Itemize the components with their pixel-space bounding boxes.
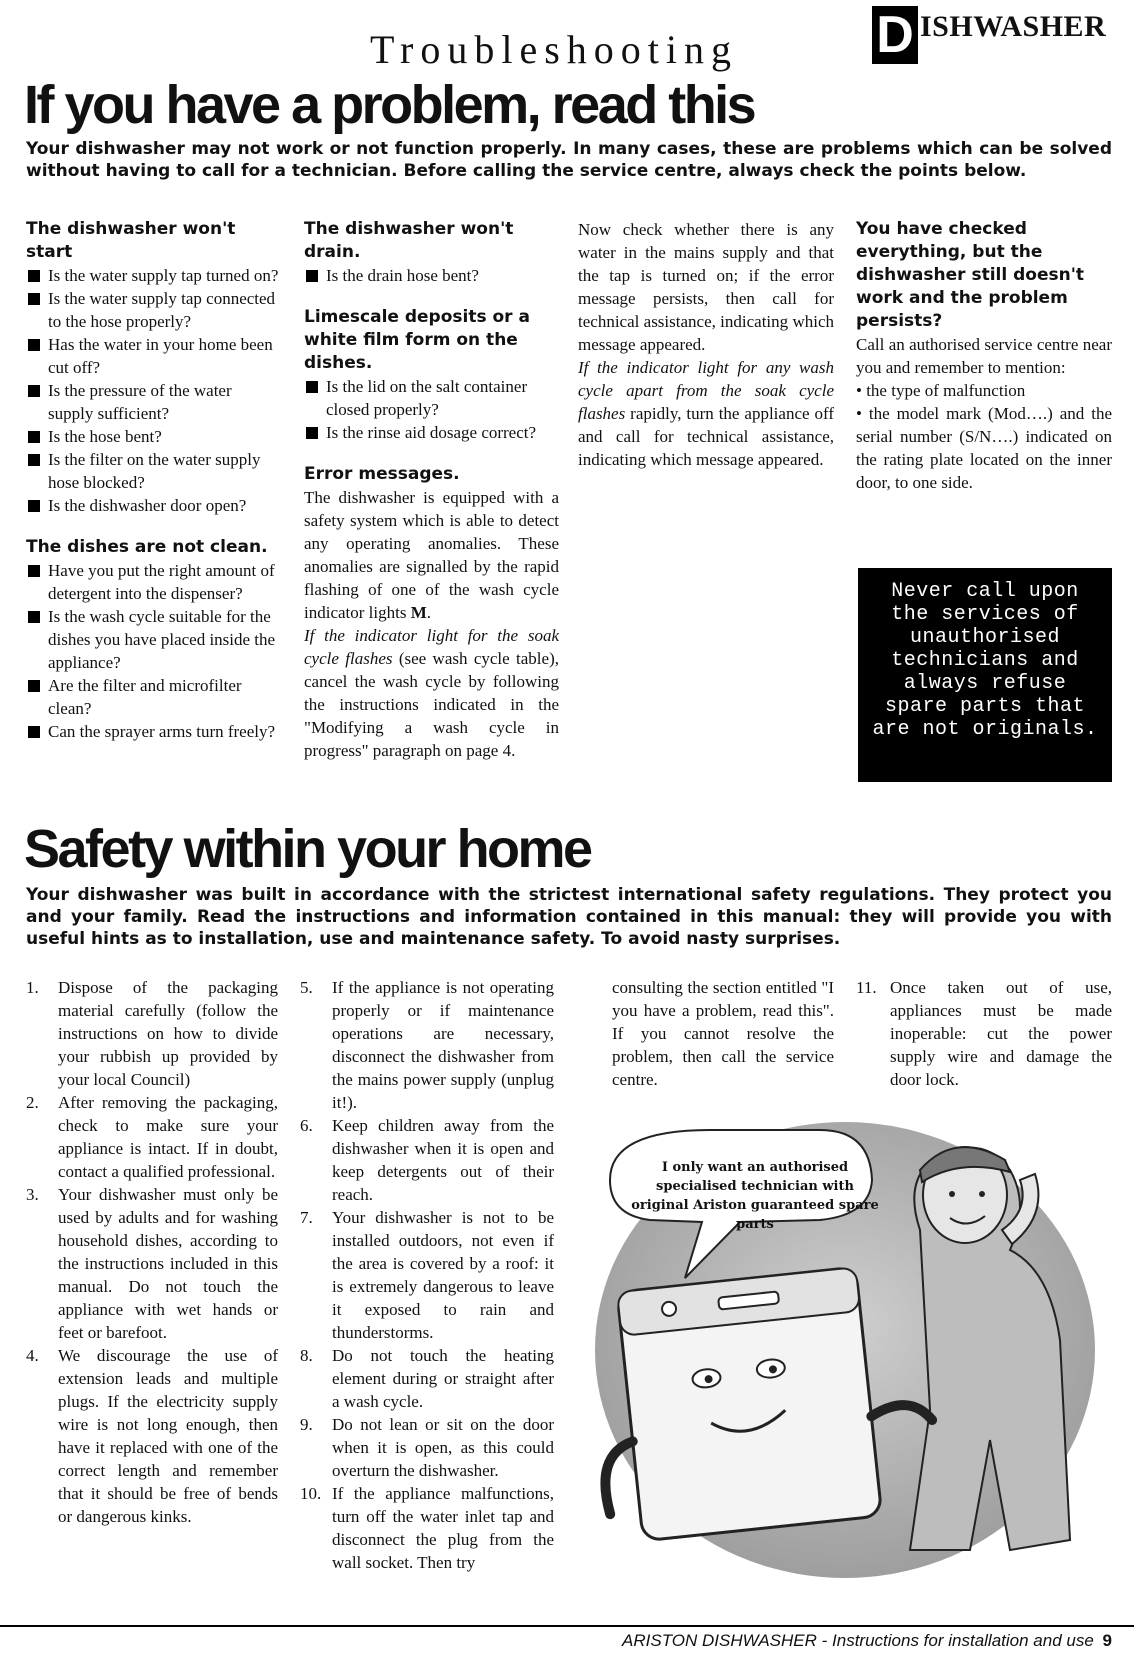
list-item: Has the water in your home been cut off? <box>26 333 281 379</box>
list-item: Is the hose bent? <box>26 425 281 448</box>
safety-item: 3. Your dishwasher must only be used by adults and for washing household dishes, according to the instructions included in this manual. Do not touch the appliance with wet hands or feet or barefoot. <box>26 1185 278 1342</box>
errors-paragraph-1: The dishwasher is equipped with a safety system which is able to detect any operating anomalies. These anomalies are signalled by the rapid flashing of one of the wash cycle indicator lights M. <box>304 488 559 622</box>
safety-item: 10. If the appliance malfunctions, turn off the water inlet tap and disconnect the plug from the wall socket. Then try <box>300 1484 554 1572</box>
wont-start-heading: The dishwasher won't start <box>26 219 236 262</box>
warning-box: Never call upon the services of unauthorised technicians and always refuse spare parts that are not originals. <box>858 568 1112 782</box>
column-1 <box>26 218 281 743</box>
wont-drain-heading: The dishwasher won't drain. <box>304 219 514 262</box>
not-clean-list <box>26 559 281 743</box>
checked-item: • the model mark (Mod….) and the serial number (S/N….) indicated on the rating plate located on the inner door, to one side. <box>856 404 1112 492</box>
wont-start-list <box>26 264 281 517</box>
safety-title: Safety within your home <box>24 819 591 879</box>
wont-drain-list <box>304 264 559 287</box>
errors-paragraph-4: If the indicator light for any wash cycle apart from the soak cycle flashes rapidly, turn the appliance off and call for technical assistance, indicating which message appeared. <box>578 358 834 469</box>
footer-rule <box>0 1625 1134 1627</box>
limescale-list <box>304 375 559 444</box>
checked-item: • the type of malfunction <box>856 381 1026 400</box>
errors-paragraph-3: Now check whether there is any water in the mains supply and that the tap is turned on; if the error message persists, then call for technical assistance, indicating which message appeared. <box>578 220 834 354</box>
brand-text: ISHWASHER <box>920 10 1107 43</box>
limescale-heading: Limescale deposits or a white film form on the dishes. <box>304 307 530 373</box>
section-kicker: Troubleshooting <box>370 27 739 72</box>
list-item: Is the wash cycle suitable for the dishes you have placed inside the appliance? <box>26 605 281 674</box>
list-item: Is the water supply tap turned on? <box>26 264 281 287</box>
safety-column-2 <box>300 976 554 1574</box>
list-item: Is the dishwasher door open? <box>26 494 281 517</box>
list-item: Is the rinse aid dosage correct? <box>304 421 559 444</box>
safety-column-1 <box>26 976 278 1528</box>
errors-paragraph-2: If the indicator light for the soak cycle flashes (see wash cycle table), cancel the wash cycle by following the instructions indicated in the "Modifying a wash cycle in progress" paragraph on page 4. <box>304 626 559 760</box>
errors-heading: Error messages. <box>304 464 460 484</box>
column-4 <box>856 218 1112 494</box>
safety-item: 9. Do not lean or sit on the door when it is open, as this could overturn the dishwasher. <box>300 1415 554 1480</box>
column-3 <box>578 218 834 471</box>
list-item: Is the filter on the water supply hose blocked? <box>26 448 281 494</box>
list-item: Is the lid on the salt container closed properly? <box>304 375 559 421</box>
safety-item: 7. Your dishwasher is not to be installed outdoors, not even if the area is covered by a roof: it is extremely dangerous to leave it exposed to rain and thunderstorms. <box>300 1208 554 1342</box>
problem-title: If you have a problem, read this <box>24 75 755 135</box>
list-item: Is the drain hose bent? <box>304 264 559 287</box>
page-footer <box>622 1630 1112 1652</box>
page-number: 9 <box>1102 1631 1112 1650</box>
speech-bubble-text: I only want an authorised specialised technician with original Ariston guaranteed spare parts <box>631 1160 879 1232</box>
list-item: Can the sprayer arms turn freely? <box>26 720 281 743</box>
safety-item: 5. If the appliance is not operating properly or if maintenance operations are necessary, disconnect the dishwasher from the mains power supply (unplug it!). <box>300 978 554 1112</box>
safety-item: 4. We discourage the use of extension leads and multiple plugs. If the electricity supply wire is not long enough, then have it replaced with one of the correct length and remember that it should be free of bends or dangerous kinks. <box>26 1346 278 1526</box>
brand-mark <box>872 6 1106 64</box>
brand-letter-box: D <box>872 6 918 64</box>
list-item: Is the water supply tap connected to the hose properly? <box>26 287 281 333</box>
safety-column-4 <box>856 976 1112 1091</box>
checked-heading: You have checked everything, but the dishwasher still doesn't work and the problem persists? <box>856 219 1085 331</box>
safety-item: 6. Keep children away from the dishwasher when it is open and keep detergents out of their reach. <box>300 1116 554 1204</box>
safety-item-10-continued: consulting the section entitled "I you have a problem, read this". If you cannot resolve the problem, then call the service centre. <box>612 978 834 1089</box>
list-item: Is the pressure of the water supply sufficient? <box>26 379 281 425</box>
safety-item: 2. After removing the packaging, check to make sure your appliance is intact. If in doubt, contact a qualified professional. <box>26 1093 278 1181</box>
not-clean-heading: The dishes are not clean. <box>26 537 268 557</box>
safety-item: 8. Do not touch the heating element during or straight after a wash cycle. <box>300 1346 554 1411</box>
checked-text: Call an authorised service centre near you and remember to mention: <box>856 335 1112 377</box>
column-2 <box>304 218 559 762</box>
problem-intro: Your dishwasher may not work or not function properly. In many cases, these are problems which can be solved without having to call for a technician. Before calling the service centre, always check the points below. <box>26 139 1112 181</box>
list-item: Have you put the right amount of detergent into the dispenser? <box>26 559 281 605</box>
safety-item: 1. Dispose of the packaging material carefully (follow the instructions on how to divide your rubbish up provided by your local Council) <box>26 978 278 1089</box>
list-item: Are the filter and microfilter clean? <box>26 674 281 720</box>
footer-text: ARISTON DISHWASHER - Instructions for installation and use <box>622 1631 1094 1650</box>
safety-intro: Your dishwasher was built in accordance with the strictest international safety regulations. They protect you and your family. Read the instructions and information contained in this manual: they will provide you with useful hints as to installation, use and maintenance safety. To avoid nasty surprises. <box>26 885 1112 949</box>
safety-column-3 <box>612 976 834 1091</box>
safety-item: 11. Once taken out of use, appliances must be made inoperable: cut the power supply wire and damage the door lock. <box>856 978 1112 1089</box>
